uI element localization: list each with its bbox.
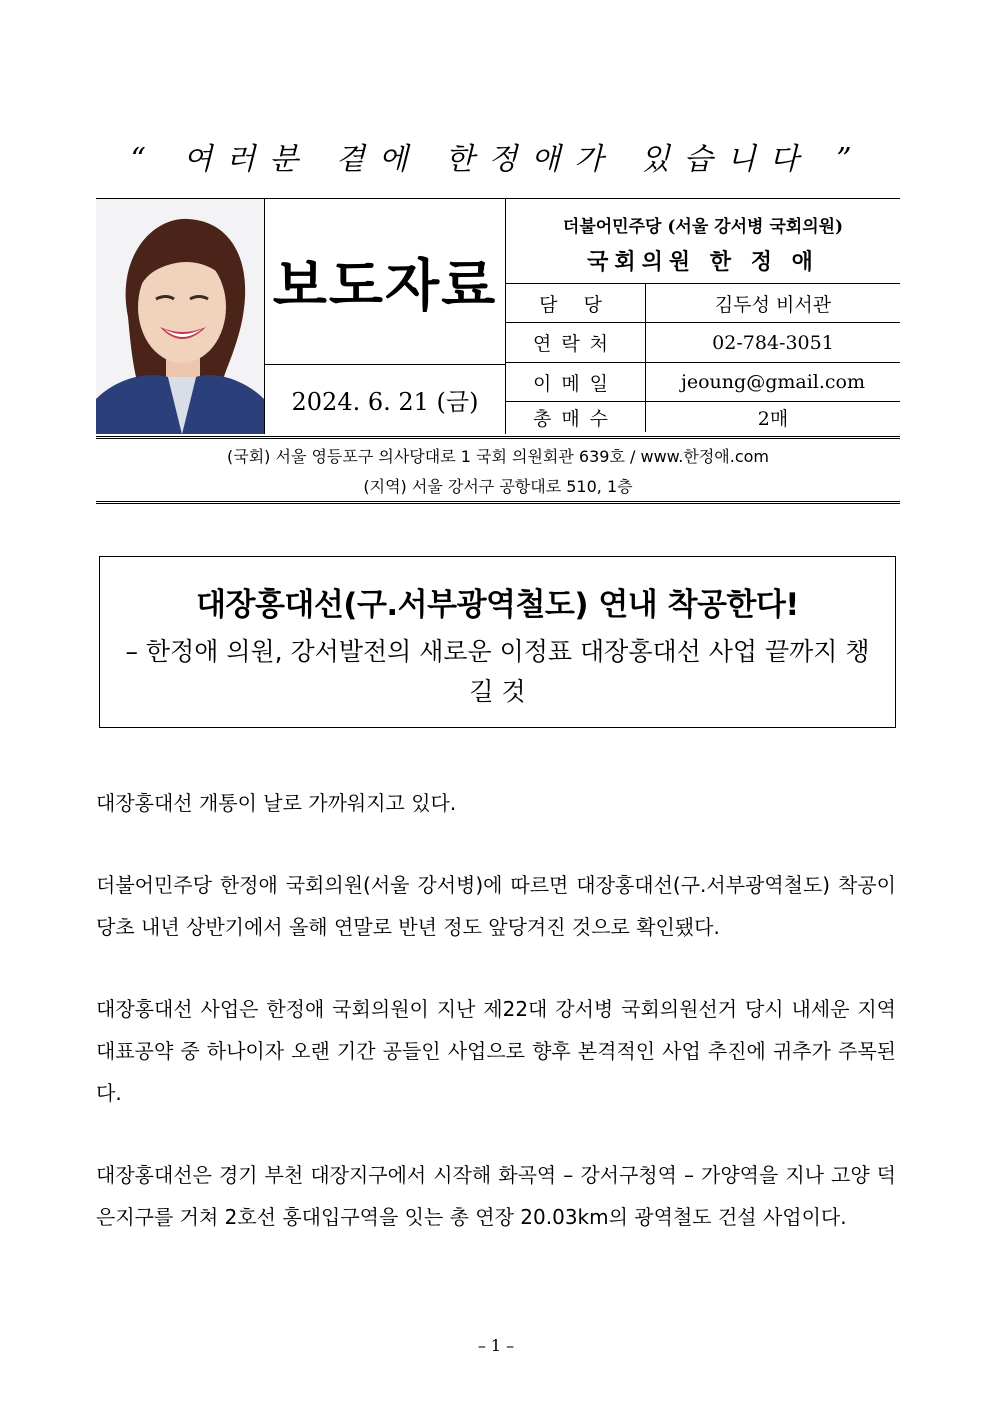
- party-label: 더불어민주당 (서울 강서병 국회의원): [562, 217, 844, 237]
- lawmaker-photo: [96, 199, 265, 434]
- contact-label-phone: 연락처: [506, 323, 646, 363]
- contact-label-email: 이메일: [506, 363, 646, 402]
- slogan: “ 여러분 곁에 한정애가 있습니다 ”: [130, 142, 866, 177]
- press-release-header: [96, 198, 900, 435]
- doc-type-title: 보도자료: [265, 199, 506, 365]
- portrait-illustration: [96, 199, 264, 434]
- contact-value-email[interactable]: jeoung@gmail.com: [646, 363, 900, 402]
- contact-value-pages: 2매: [757, 407, 789, 430]
- address-block: [96, 436, 900, 504]
- headline: 대장홍대선(구.서부광역철도) 연내 착공한다!: [196, 587, 799, 623]
- headline-box: [99, 556, 896, 728]
- paragraph: 더불어민주당 한정애 국회의원(서울 강서병)에 따르면 대장홍대선(구.서부광역철도) 착공이 당초 내년 상반기에서 올해 연말로 반년 정도 앞당겨진 것으로 확인됐다.: [96, 873, 896, 939]
- contact-table: [506, 284, 900, 434]
- local-address: (지역) 서울 강서구 공항대로 510, 1층: [363, 477, 633, 496]
- subheadline: – 한정애 의원, 강서발전의 새로운 이정표 대장홍대선 사업 끝까지 챙길 것: [125, 637, 870, 706]
- contact-value-phone[interactable]: 02-784-3051: [646, 323, 900, 363]
- paragraph: 대장홍대선 개통이 날로 가까워지고 있다.: [96, 791, 457, 815]
- paragraph: 대장홍대선 사업은 한정애 국회의원이 지난 제22대 강서병 국회의원선거 당시 내세운 지역 대표공약 중 하나이자 오랜 기간 공들인 사업으로 향후 본격적인 사업 추진에 귀추가 주목된다.: [96, 997, 896, 1105]
- contact-label-pages: 총매수: [506, 402, 646, 432]
- contact-value-manager: 김두성 비서관: [646, 284, 900, 323]
- article-body: [96, 782, 896, 1278]
- contact-label-manager: 담 당: [506, 284, 646, 323]
- paragraph: 대장홍대선은 경기 부천 대장지구에서 시작해 화곡역 – 강서구청역 – 가양역을 지나 고양 덕은지구를 거쳐 2호선 홍대입구역을 잇는 총 연장 20.03km의 광역철도 건설 사업이다.: [96, 1163, 896, 1229]
- release-date: 2024. 6. 21 (금): [265, 365, 506, 434]
- assembly-address[interactable]: (국회) 서울 영등포구 의사당대로 1 국회 의원회관 639호 / www.한정애.com: [227, 447, 769, 466]
- org-block: [506, 199, 900, 284]
- page-number: – 1 –: [477, 1336, 515, 1355]
- lawmaker-name: 국회의원 한 정 애: [587, 249, 819, 275]
